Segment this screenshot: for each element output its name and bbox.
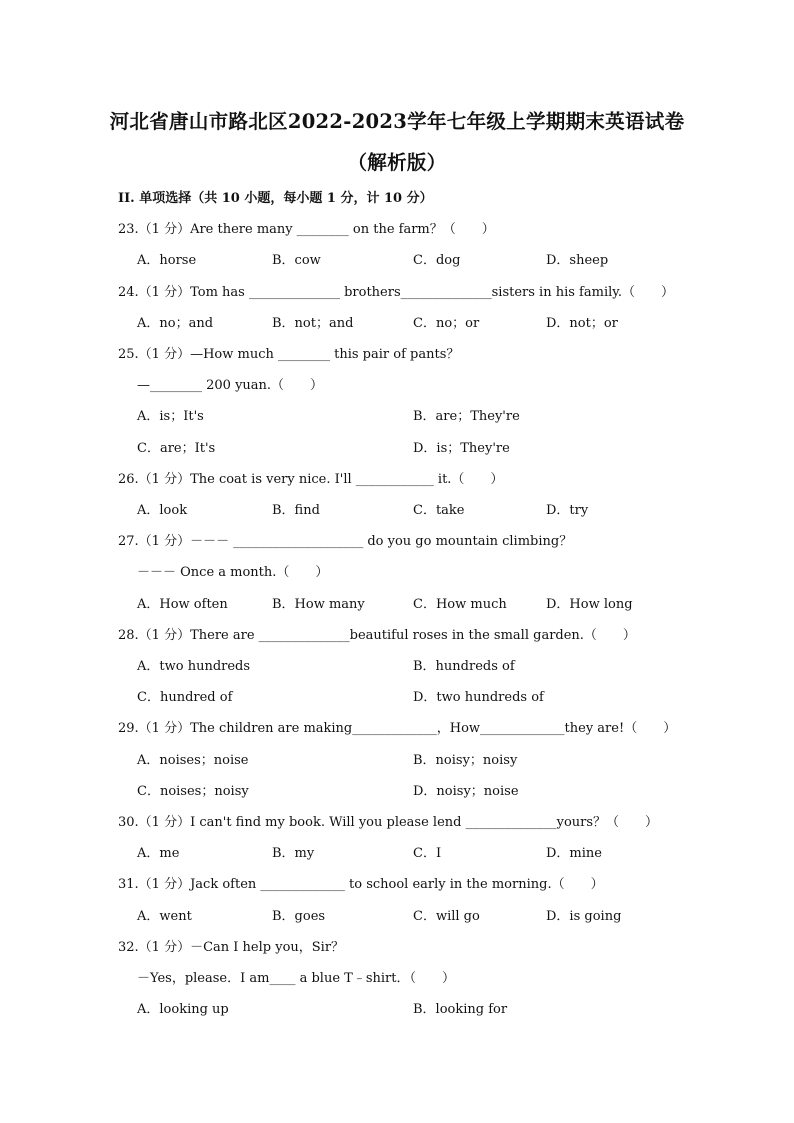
question-28-stem: 28.（1 分）There are ______________beautiful roses in the small garden.（ ） [118, 628, 636, 643]
document-subtitle: （解析版） [347, 151, 447, 174]
question-26-option-a: A．look [137, 503, 188, 518]
question-25-stem-2: —________ 200 yuan.（ ） [137, 378, 324, 393]
question-25-option-c: C．are；It's [137, 441, 216, 456]
question-28-option-b: B．hundreds of [413, 659, 515, 674]
question-27-option-d: D．How long [546, 597, 633, 612]
question-25-option-a: A．is；It's [137, 409, 204, 424]
question-27-option-a: A．How often [137, 597, 228, 612]
question-31-stem: 31.（1 分）Jack often _____________ to school early in the morning.（ ） [118, 877, 604, 892]
question-31-option-d: D．is going [546, 909, 622, 924]
question-30-option-a: A．me [137, 846, 180, 861]
question-23-option-b: B．cow [272, 253, 321, 268]
question-23-option-a: A．horse [137, 253, 197, 268]
question-25-stem: 25.（1 分）—How much ________ this pair of pants？ [118, 347, 460, 362]
question-26-stem: 26.（1 分）The coat is very nice. I'll ____________ it.（ ） [118, 472, 504, 487]
question-23-stem: 23.（1 分）Are there many ________ on the farm？（ ） [118, 222, 495, 237]
question-30-option-c: C．I [413, 846, 442, 861]
question-23-option-d: D．sheep [546, 253, 609, 268]
question-28-option-d: D．two hundreds of [413, 690, 544, 705]
question-26-option-b: B．find [272, 503, 320, 518]
section-heading: II. 单项选择（共 10 小题，每小题 1 分，计 10 分） [118, 191, 433, 206]
question-32-option-a: A．looking up [137, 1002, 229, 1017]
question-24-stem: 24.（1 分）Tom has ______________ brothers______________sisters in his family.（ ） [118, 285, 675, 300]
question-23-option-c: C．dog [413, 253, 461, 268]
question-30-option-d: D．mine [546, 846, 602, 861]
question-25-option-b: B．are；They're [413, 409, 520, 424]
question-30-option-b: B．my [272, 846, 315, 861]
question-32-option-b: B．looking for [413, 1002, 508, 1017]
question-27-stem: 27.（1 分）－－－ ____________________ do you go mountain climbing？ [118, 534, 573, 549]
question-31-option-b: B．goes [272, 909, 326, 924]
question-31-option-c: C．will go [413, 909, 480, 924]
question-29-option-a: A．noises；noise [137, 753, 249, 768]
question-27-stem-2: －－－ Once a month.（ ） [137, 565, 329, 580]
question-29-option-d: D．noisy；noise [413, 784, 519, 799]
question-24-option-d: D．not；or [546, 316, 618, 331]
question-25-option-d: D．is；They're [413, 441, 510, 456]
question-29-stem: 29.（1 分）The children are making_____________，How_____________they are!（ ） [118, 721, 677, 736]
document-title: 河北省唐山市路北区2022-2023学年七年级上学期期末英语试卷 [109, 110, 685, 133]
question-26-option-d: D．try [546, 503, 589, 518]
question-32-stem: 32.（1 分）－Can I help you，Sir？ [118, 940, 345, 955]
question-24-option-a: A．no；and [137, 316, 214, 331]
question-27-option-b: B．How many [272, 597, 365, 612]
question-24-option-b: B．not；and [272, 316, 354, 331]
question-28-option-c: C．hundred of [137, 690, 233, 705]
question-26-option-c: C．take [413, 503, 465, 518]
question-27-option-c: C．How much [413, 597, 507, 612]
question-30-stem: 30.（1 分）I can't find my book. Will you please lend ______________yours？（ ） [118, 815, 659, 830]
question-31-option-a: A．went [137, 909, 192, 924]
question-32-stem-2: －Yes，please．I am____ a blue T﹣shirt．（ ） [137, 971, 455, 986]
question-29-option-b: B．noisy；noisy [413, 753, 518, 768]
question-29-option-c: C．noises；noisy [137, 784, 249, 799]
question-24-option-c: C．no；or [413, 316, 480, 331]
question-28-option-a: A．two hundreds [137, 659, 251, 674]
